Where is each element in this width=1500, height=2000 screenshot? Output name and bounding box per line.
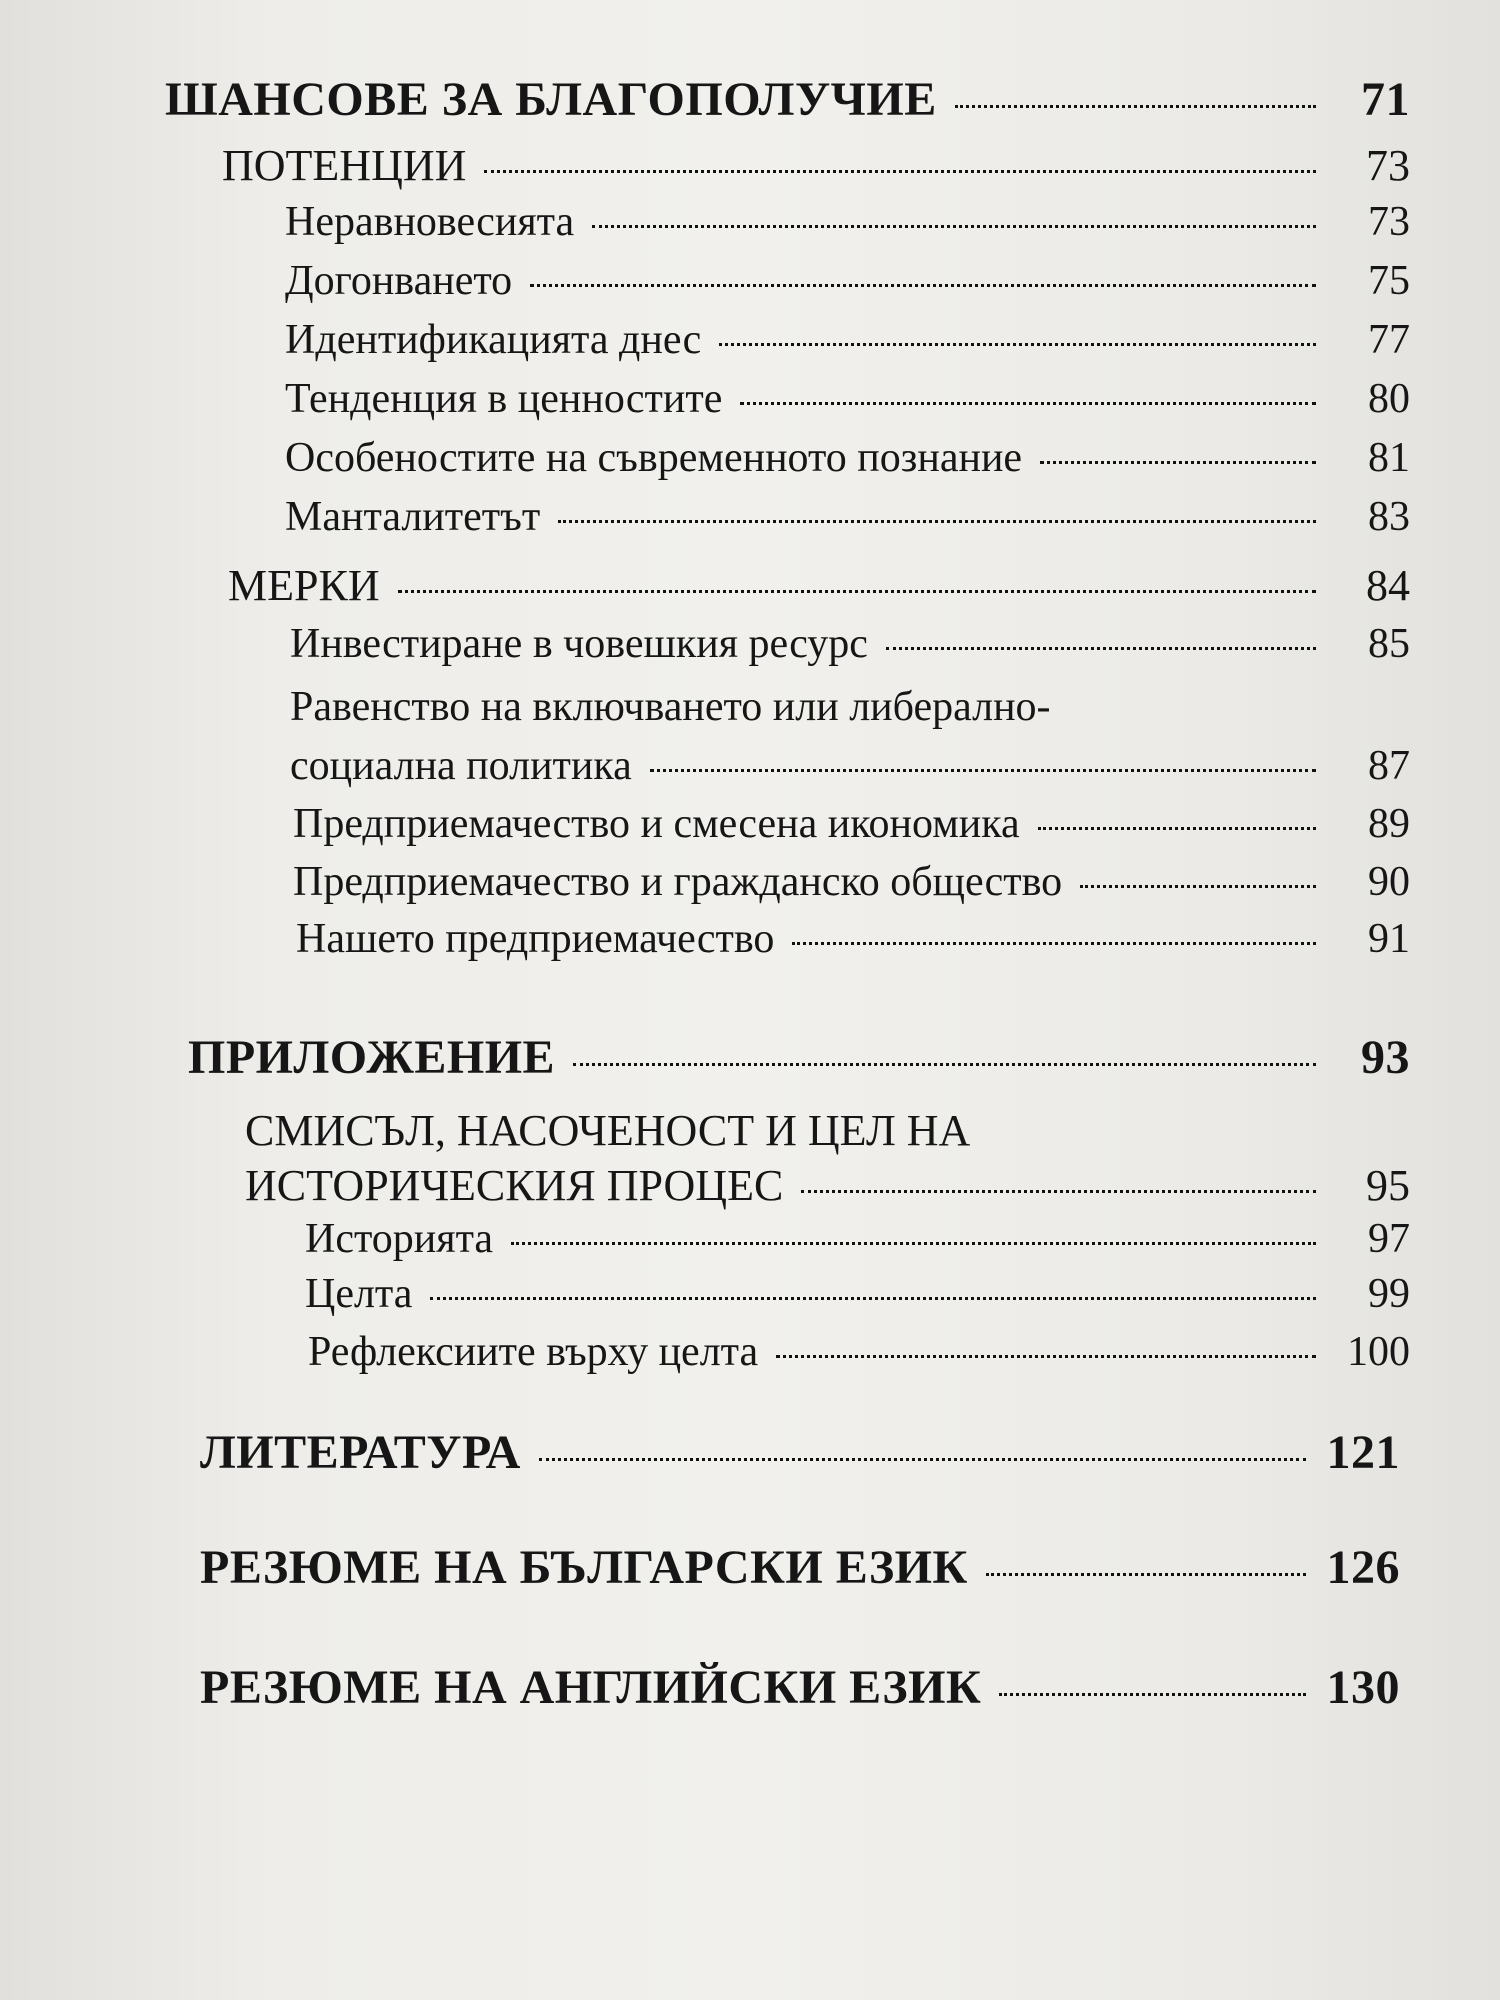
toc-entry-item — [293, 858, 1410, 906]
dot-leader — [484, 170, 1316, 173]
page-number: 73 — [1368, 199, 1410, 245]
toc-subtitle-line1: СМИСЪЛ, НАСОЧЕНОСТ И ЦЕЛ НА — [245, 1106, 971, 1155]
page-number: 71 — [1361, 73, 1410, 126]
toc-item-label: Рефлексиите върху целта — [308, 1329, 759, 1375]
toc-item-label: Тенденция в ценностите — [285, 376, 723, 422]
page-number: 77 — [1368, 317, 1410, 363]
toc-entry-summary-en — [200, 1660, 1400, 1715]
page-number: 83 — [1368, 494, 1410, 540]
page-number: 84 — [1366, 561, 1410, 610]
toc-item-label: Особеностите на съвременното познание — [285, 435, 1023, 481]
dot-leader — [776, 1355, 1316, 1358]
toc-entry-item — [305, 1215, 1410, 1263]
page-number: 90 — [1368, 859, 1410, 905]
dot-leader — [530, 284, 1316, 287]
toc-title-literature: ЛИТЕРАТУРА — [200, 1426, 521, 1479]
toc-entry-item — [285, 493, 1410, 541]
toc-entry-potentials — [222, 140, 1410, 191]
toc-title-summary-en: РЕЗЮМЕ НА АНГЛИЙСКИ ЕЗИК — [200, 1661, 982, 1714]
dot-leader — [558, 520, 1316, 523]
toc-subtitle-line2: ИСТОРИЧЕСКИЯ ПРОЦЕС — [245, 1161, 784, 1210]
dot-leader — [886, 647, 1316, 650]
toc-item-label: Догонването — [285, 258, 513, 304]
toc-title-measures: МЕРКИ — [228, 561, 380, 610]
dot-leader — [539, 1458, 1306, 1461]
toc-item-label: Историята — [305, 1216, 494, 1262]
page-number: 89 — [1368, 801, 1410, 847]
toc-entry-measures — [228, 560, 1410, 611]
toc-item-label-line2: социална политика — [290, 743, 632, 789]
toc-item-label-line1: Равенство на включването или либерално- — [290, 684, 1051, 730]
page-number: 121 — [1326, 1426, 1400, 1479]
toc-entry-literature — [200, 1425, 1400, 1480]
page-number: 99 — [1368, 1271, 1410, 1317]
toc-title-potentials: ПОТЕНЦИИ — [222, 141, 467, 190]
page-number: 73 — [1366, 141, 1410, 190]
toc-item-label: Манталитетът — [285, 494, 541, 540]
toc-entry-item — [285, 434, 1410, 482]
dot-leader — [398, 590, 1316, 593]
toc-item-label: Предприемачество и гражданско общество — [293, 859, 1063, 905]
toc-entry-appendix-sub — [245, 1160, 1410, 1211]
toc-item-label: Нашето предприемачество — [296, 916, 775, 962]
toc-item-label: Инвестиране в човешкия ресурс — [290, 621, 868, 667]
page-number: 81 — [1368, 435, 1410, 481]
page-number: 93 — [1361, 1031, 1410, 1084]
dot-leader — [592, 225, 1316, 228]
toc-entry-item — [290, 620, 1410, 668]
page-number: 130 — [1326, 1661, 1400, 1714]
dot-leader — [986, 1573, 1306, 1576]
dot-leader — [955, 105, 1316, 108]
toc-entry-item — [285, 257, 1410, 305]
toc-entry-item — [305, 1270, 1410, 1318]
page-number: 100 — [1347, 1329, 1410, 1375]
page-number: 91 — [1368, 916, 1410, 962]
page-number: 95 — [1366, 1161, 1410, 1210]
toc-title-chances: ШАНСОВЕ ЗА БЛАГОПОЛУЧИЕ — [165, 73, 937, 126]
toc-entry-summary-bg — [200, 1540, 1400, 1595]
dot-leader — [792, 942, 1316, 945]
toc-entry-item — [308, 1328, 1410, 1376]
dot-leader — [1080, 885, 1316, 888]
toc-title-summary-bg: РЕЗЮМЕ НА БЪЛГАРСКИ ЕЗИК — [200, 1541, 968, 1594]
dot-leader — [740, 402, 1316, 405]
toc-entry-item — [285, 198, 1410, 246]
page-number: 85 — [1368, 621, 1410, 667]
toc-entry-item — [290, 742, 1410, 790]
toc-entry-chances — [165, 72, 1410, 127]
dot-leader — [801, 1190, 1316, 1193]
dot-leader — [1038, 827, 1316, 830]
dot-leader — [573, 1063, 1316, 1066]
toc-entry-item — [293, 800, 1410, 848]
page-number: 126 — [1326, 1541, 1400, 1594]
toc-item-label: Целта — [305, 1271, 413, 1317]
toc-entry-item — [285, 375, 1410, 423]
dot-leader — [511, 1242, 1316, 1245]
toc-item-label: Неравновесията — [285, 199, 575, 245]
dot-leader — [999, 1693, 1306, 1696]
toc-item-label: Идентификацията днес — [285, 317, 702, 363]
page-number: 80 — [1368, 376, 1410, 422]
toc-entry-appendix — [188, 1030, 1410, 1085]
toc-entry-item — [296, 915, 1410, 963]
page-number: 87 — [1368, 743, 1410, 789]
toc-entry-item — [285, 316, 1410, 364]
page-number: 75 — [1368, 258, 1410, 304]
dot-leader — [1040, 461, 1316, 464]
toc-item-label: Предприемачество и смесена икономика — [293, 801, 1020, 847]
dot-leader — [719, 343, 1316, 346]
page-number: 97 — [1368, 1216, 1410, 1262]
dot-leader — [430, 1297, 1316, 1300]
toc-title-appendix: ПРИЛОЖЕНИЕ — [188, 1031, 556, 1084]
dot-leader — [650, 769, 1316, 772]
